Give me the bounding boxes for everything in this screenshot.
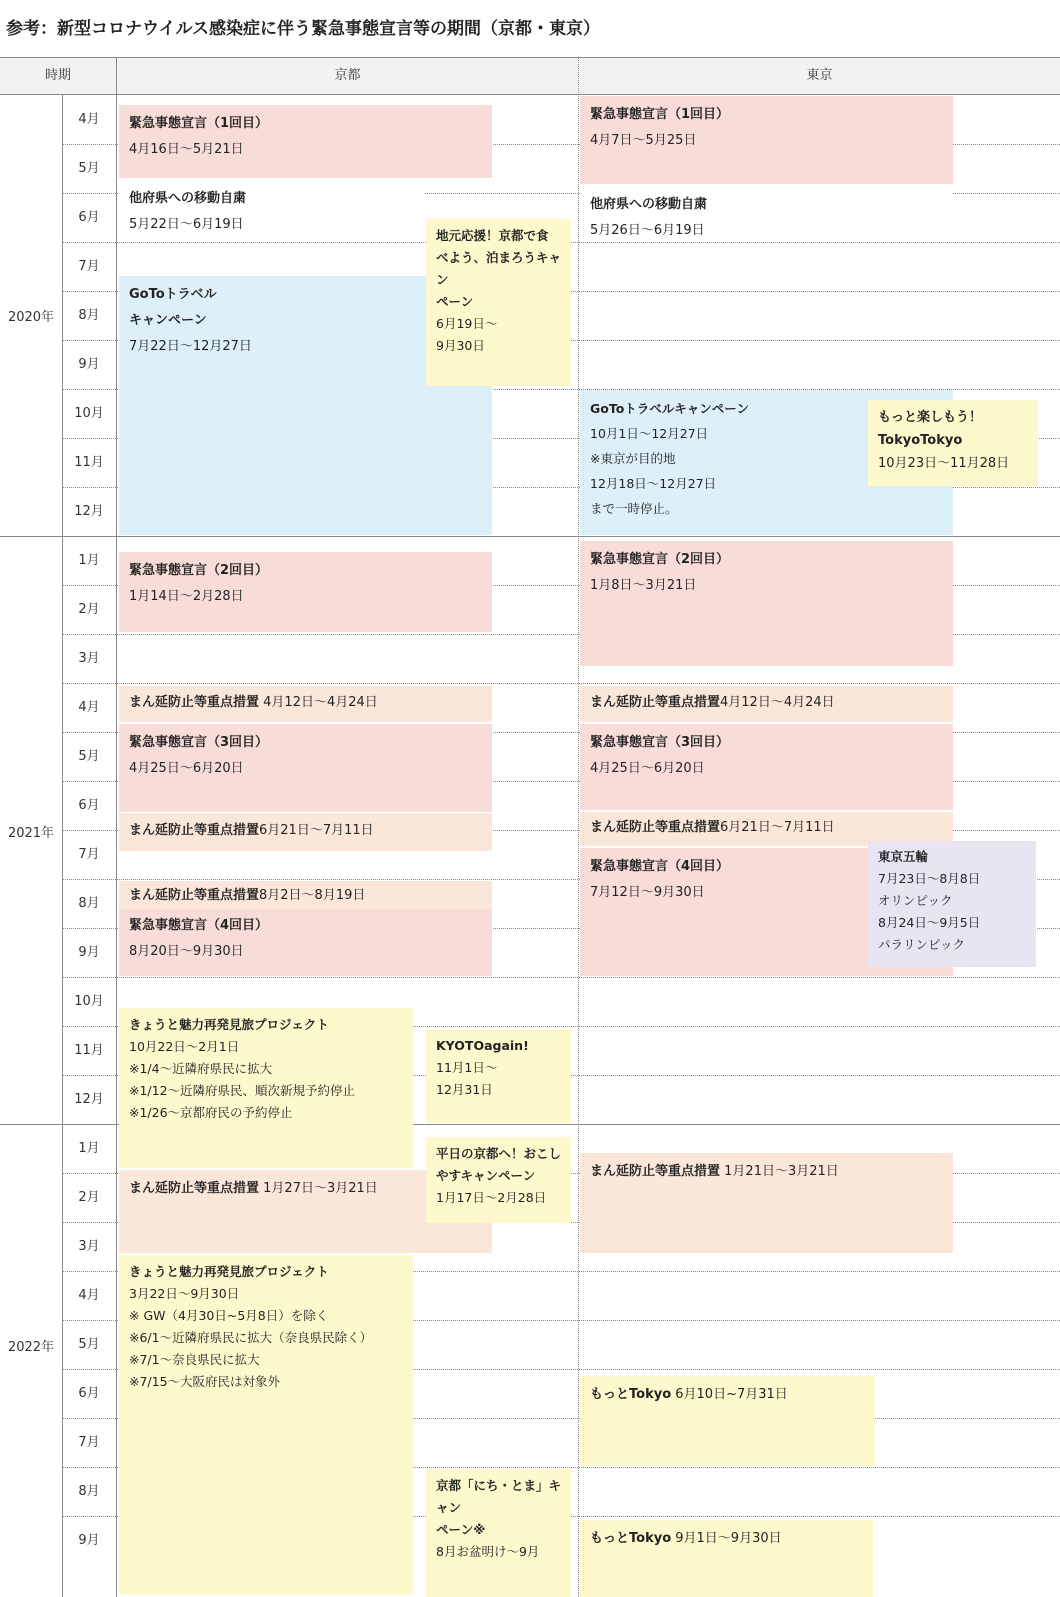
tokyo-goto-title: GoToトラベルキャンペーン — [590, 401, 750, 416]
kyoto-jimoto-title-2: べよう、泊まろうキャン — [436, 250, 562, 287]
kyoto-heijitsu-title-1: 平日の京都へ！おこし — [436, 1146, 562, 1161]
kyoto-jimoto-title-3: ペーン — [436, 294, 474, 309]
kyoto-manen-3-dates: 8月2日～8月19日 — [259, 888, 366, 903]
month-label: 10月 — [74, 406, 104, 421]
month-row-line — [62, 683, 1060, 684]
month-label: 11月 — [74, 1043, 104, 1058]
kyoto-jimoto-dates-1: 6月19日～ — [436, 316, 498, 331]
page-title: 参考：新型コロナウイルス感染症に伴う緊急事態宣言等の期間（京都・東京） — [6, 19, 600, 39]
month-label: 4月 — [78, 1288, 100, 1303]
month-label: 5月 — [78, 749, 100, 764]
month-label: 6月 — [78, 1386, 100, 1401]
kyoto-miryoku-2-note-3: ※7/1～奈良県民に拡大 — [129, 1352, 260, 1367]
kyoto-nichitoma-title-1: 京都「にち・とま」キャン — [436, 1478, 562, 1515]
tokyo-emergency-4-title: 緊急事態宣言（4回目） — [590, 859, 730, 874]
month-row-line — [62, 977, 1060, 978]
month-label: 3月 — [78, 651, 100, 666]
tokyo-travel-restraint-dates: 5月26日～6月19日 — [590, 223, 705, 238]
kyoto-miryoku-1 — [119, 1008, 413, 1168]
tokyo-emergency-1 — [580, 96, 953, 184]
month-label: 9月 — [78, 945, 100, 960]
tokyo-goto-dates: 10月1日～12月27日 — [590, 426, 709, 441]
kyoto-again — [426, 1029, 571, 1123]
month-label: 1月 — [78, 1141, 100, 1156]
tokyo-emergency-1-title: 緊急事態宣言（1回目） — [590, 107, 730, 122]
month-label: 7月 — [78, 847, 100, 862]
tokyo-travel-restraint-title: 他府県への移動自粛 — [590, 197, 708, 212]
kyoto-manen-2-dates: 6月21日～7月11日 — [259, 823, 374, 838]
month-label: 5月 — [78, 161, 100, 176]
kyoto-emergency-3-dates: 4月25日～6月20日 — [129, 761, 244, 776]
tokyo-manen-3-title: まん延防止等重点措置 — [590, 1164, 721, 1179]
tokyo-manen-1-title: まん延防止等重点措置 — [590, 695, 721, 710]
month-label: 7月 — [78, 1435, 100, 1450]
kyoto-travel-restraint-title: 他府県への移動自粛 — [129, 191, 247, 206]
kyoto-emergency-2-title: 緊急事態宣言（2回目） — [129, 563, 269, 578]
kyoto-miryoku-2-note-4: ※7/15～大阪府民は対象外 — [129, 1374, 281, 1389]
kyoto-manen-3-title: まん延防止等重点措置 — [129, 888, 260, 903]
tokyo-olympics-label-2: パラリンピック — [878, 937, 966, 952]
kyoto-heijitsu-title-2: やすキャンペーン — [436, 1168, 536, 1183]
tokyo-motto-title-2: TokyoTokyo — [878, 433, 963, 448]
period-column-divider — [116, 57, 117, 1597]
kyoto-miryoku-1-note-1: ※1/4～近隣府県民に拡大 — [129, 1061, 273, 1076]
kyoto-emergency-1 — [119, 105, 492, 178]
tokyo-manen-3 — [580, 1153, 953, 1253]
kyoto-goto-dates: 7月22日～12月27日 — [129, 339, 252, 354]
header-tokyo: 東京 — [579, 58, 1060, 94]
tokyo-motto-tokyo-2-title: もっとTokyo — [590, 1531, 672, 1546]
tokyo-goto-note-1: ※東京が目的地 — [590, 451, 676, 466]
year-separator — [0, 536, 1060, 537]
kyoto-miryoku-2-note-2: ※6/1～近隣府県民に拡大（奈良県民除く） — [129, 1330, 373, 1345]
kyoto-again-title: KYOTOagain! — [436, 1038, 529, 1053]
kyoto-jimoto-title-1: 地元応援！京都で食 — [436, 228, 549, 243]
month-label: 6月 — [78, 798, 100, 813]
tokyo-emergency-4-dates: 7月12日～9月30日 — [590, 885, 705, 900]
kyoto-travel-restraint — [119, 180, 424, 240]
kyoto-manen-1 — [119, 686, 492, 722]
tokyo-manen-3-dates: 1月21日～3月21日 — [720, 1164, 839, 1179]
tokyo-olympics — [868, 841, 1036, 967]
kyoto-emergency-4 — [119, 909, 492, 976]
month-label: 12月 — [74, 1092, 104, 1107]
kyoto-nichitoma-campaign — [426, 1469, 571, 1597]
tokyo-motto-tokyo-2-dates: 9月1日～9月30日 — [671, 1531, 782, 1546]
tokyo-emergency-2 — [580, 541, 953, 666]
month-label: 1月 — [78, 553, 100, 568]
kyoto-heijitsu-campaign — [426, 1137, 571, 1223]
kyoto-manen-2 — [119, 813, 492, 851]
kyoto-miryoku-2-dates: 3月22日～9月30日 — [129, 1286, 240, 1301]
city-column-divider — [578, 57, 579, 1597]
kyoto-emergency-3-title: 緊急事態宣言（3回目） — [129, 735, 269, 750]
kyoto-miryoku-2-note-1: ※ GW（4月30日~5月8日）を除く — [129, 1308, 329, 1323]
header-kyoto: 京都 — [117, 58, 578, 94]
kyoto-emergency-1-dates: 4月16日～5月21日 — [129, 142, 244, 157]
header-period: 時期 — [0, 58, 116, 94]
kyoto-emergency-2-dates: 1月14日～2月28日 — [129, 589, 244, 604]
kyoto-miryoku-1-note-3: ※1/26～京都府民の予約停止 — [129, 1105, 293, 1120]
tokyo-emergency-3-title: 緊急事態宣言（3回目） — [590, 735, 730, 750]
kyoto-again-dates-1: 11月1日～ — [436, 1060, 498, 1075]
tokyo-emergency-3 — [580, 724, 953, 810]
kyoto-emergency-3 — [119, 724, 492, 812]
tokyo-olympics-title: 東京五輪 — [878, 849, 929, 864]
kyoto-manen-1-dates: 4月12日～4月24日 — [259, 695, 378, 710]
kyoto-manen-4-dates: 1月27日～3月21日 — [259, 1181, 378, 1196]
month-label: 8月 — [78, 308, 100, 323]
kyoto-jimoto-dates-2: 9月30日 — [436, 338, 485, 353]
tokyo-motto-tokyo-1 — [580, 1376, 875, 1466]
kyoto-emergency-4-title: 緊急事態宣言（4回目） — [129, 918, 269, 933]
year-2020: 2020年 — [7, 310, 55, 325]
kyoto-nichitoma-title-2: ペーン※ — [436, 1522, 486, 1537]
tokyo-emergency-2-title: 緊急事態宣言（2回目） — [590, 552, 730, 567]
tokyo-olympics-dates-2: 8月24日～9月5日 — [878, 915, 981, 930]
kyoto-again-dates-2: 12月31日 — [436, 1082, 493, 1097]
kyoto-miryoku-2 — [119, 1255, 413, 1595]
month-label: 4月 — [78, 112, 100, 127]
tokyo-goto-note-3: まで一時停止。 — [590, 501, 678, 516]
month-label: 8月 — [78, 896, 100, 911]
month-label: 4月 — [78, 700, 100, 715]
kyoto-miryoku-2-title: きょうと魅力再発見旅プロジェクト — [129, 1264, 329, 1279]
header-bottom-border — [0, 94, 1060, 95]
tokyo-motto-title: もっと楽しもう！ — [878, 410, 983, 425]
kyoto-miryoku-1-title: きょうと魅力再発見旅プロジェクト — [129, 1017, 329, 1032]
kyoto-manen-3 — [119, 881, 492, 909]
tokyo-travel-restraint — [580, 186, 953, 242]
tokyo-manen-2-title: まん延防止等重点措置 — [590, 820, 721, 835]
kyoto-manen-2-title: まん延防止等重点措置 — [129, 823, 260, 838]
year-2021: 2021年 — [7, 826, 55, 841]
kyoto-miryoku-1-dates: 10月22日～2月1日 — [129, 1039, 240, 1054]
tokyo-motto-tokyo-2 — [580, 1520, 873, 1597]
month-label: 8月 — [78, 1484, 100, 1499]
tokyo-emergency-3-dates: 4月25日～6月20日 — [590, 761, 705, 776]
month-label: 9月 — [78, 357, 100, 372]
kyoto-manen-4-title: まん延防止等重点措置 — [129, 1181, 260, 1196]
kyoto-manen-1-title: まん延防止等重点措置 — [129, 695, 260, 710]
kyoto-goto-title-2: キャンペーン — [129, 313, 207, 328]
month-label: 5月 — [78, 1337, 100, 1352]
tokyo-manen-1 — [580, 686, 953, 722]
kyoto-emergency-2 — [119, 552, 492, 632]
kyoto-travel-restraint-dates: 5月22日～6月19日 — [129, 217, 244, 232]
month-label: 6月 — [78, 210, 100, 225]
tokyo-motto-tokyo-1-title: もっとTokyo — [590, 1387, 672, 1402]
kyoto-miryoku-1-note-2: ※1/12～近隣府県民、順次新規予約停止 — [129, 1083, 356, 1098]
kyoto-emergency-4-dates: 8月20日～9月30日 — [129, 944, 244, 959]
month-label: 12月 — [74, 504, 104, 519]
tokyo-olympics-dates-1: 7月23日～8月8日 — [878, 871, 981, 886]
kyoto-goto-title-1: GoToトラベル — [129, 287, 217, 302]
kyoto-heijitsu-dates: 1月17日～2月28日 — [436, 1190, 547, 1205]
month-label: 3月 — [78, 1239, 100, 1254]
kyoto-nichitoma-dates: 8月お盆明け～9月 — [436, 1544, 540, 1559]
month-label: 2月 — [78, 1190, 100, 1205]
month-label: 10月 — [74, 994, 104, 1009]
kyoto-jimoto-campaign — [426, 219, 571, 386]
tokyo-motto-tokyo-1-dates: 6月10日~7月31日 — [671, 1387, 788, 1402]
header-top-border — [0, 57, 1060, 58]
tokyo-emergency-1-dates: 4月7日～5月25日 — [590, 133, 697, 148]
month-label: 7月 — [78, 259, 100, 274]
tokyo-emergency-2-dates: 1月8日～3月21日 — [590, 578, 697, 593]
month-label: 9月 — [78, 1533, 100, 1548]
tokyo-manen-1-dates: 4月12日～4月24日 — [720, 695, 835, 710]
kyoto-emergency-1-title: 緊急事態宣言（1回目） — [129, 116, 269, 131]
tokyo-motto-dates: 10月23日～11月28日 — [878, 456, 1010, 471]
tokyo-manen-2-dates: 6月21日～7月11日 — [720, 820, 835, 835]
year-2022: 2022年 — [7, 1340, 55, 1355]
tokyo-goto-note-2: 12月18日～12月27日 — [590, 476, 717, 491]
month-label: 11月 — [74, 455, 104, 470]
month-label: 2月 — [78, 602, 100, 617]
tokyo-olympics-label-1: オリンピック — [878, 893, 953, 908]
tokyo-motto-tanoshimou — [868, 400, 1038, 486]
